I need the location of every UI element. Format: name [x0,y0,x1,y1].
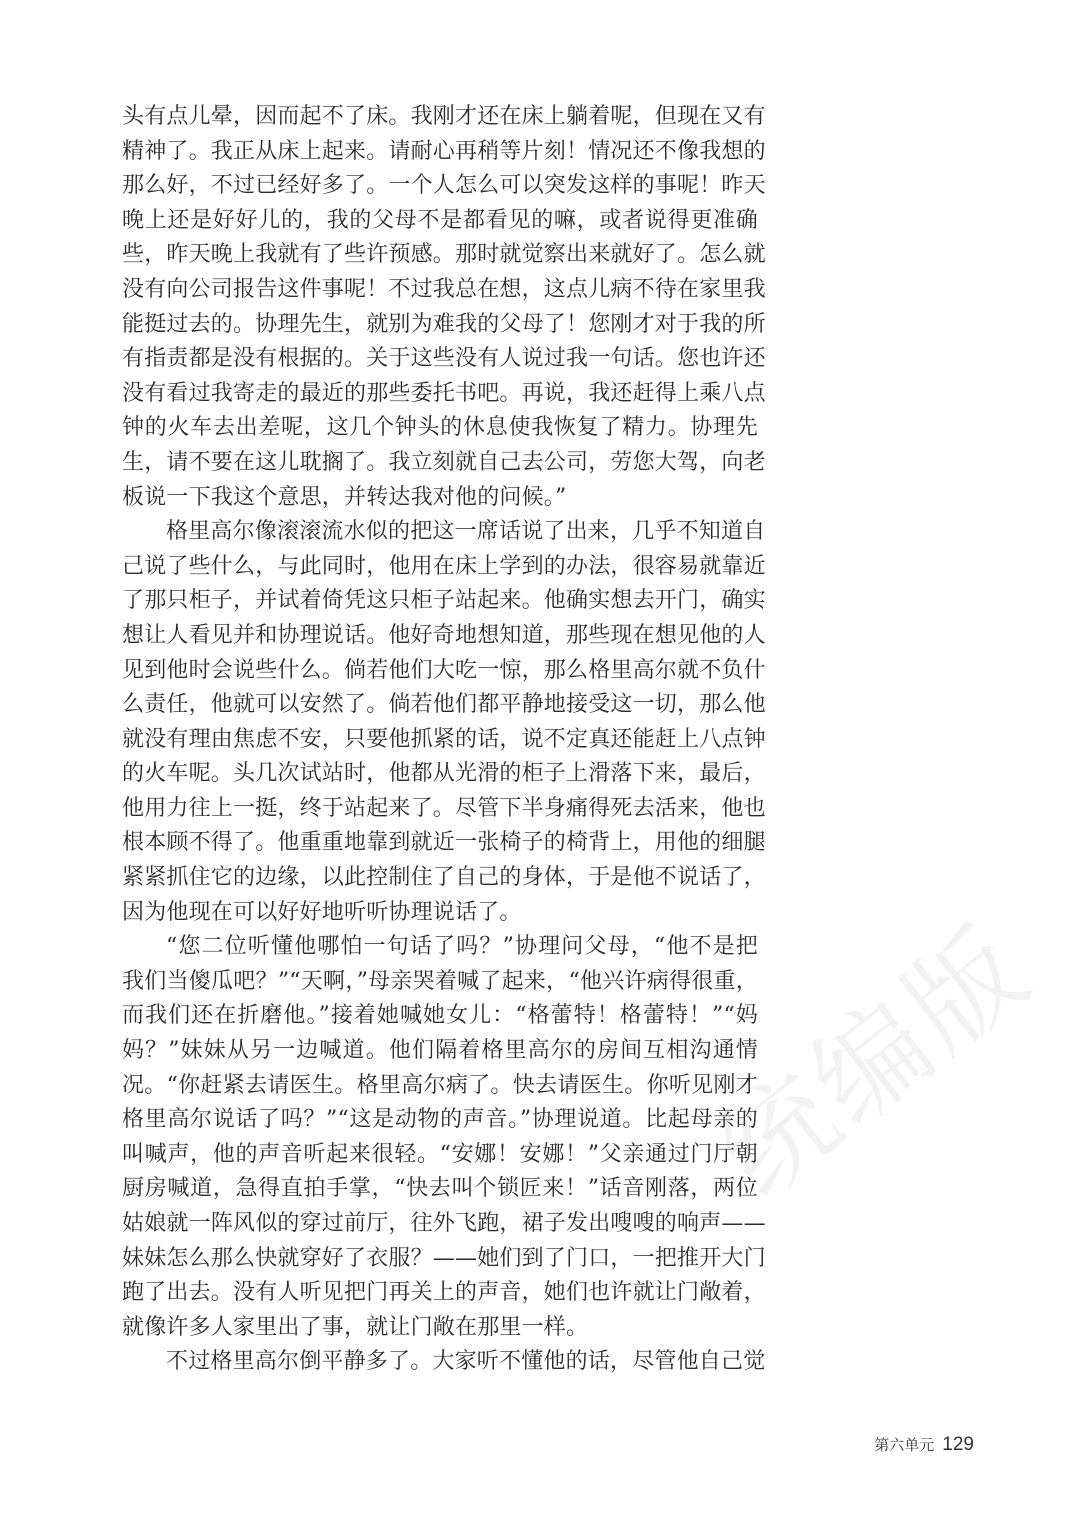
text-line: 头有点儿晕，因而起不了床。我刚才还在床上躺着呢，但现在又有 [122,104,766,129]
page-footer [874,1434,974,1456]
text-line: 精神了。我正从床上起来。请耐心再稍等片刻！情况还不像我想的 [122,138,766,164]
text-line: 况。“你赶紧去请医生。格里高尔病了。快去请医生。你听见刚才 [122,1072,758,1098]
unit-label: 第六单元 [874,1437,935,1454]
text-line: 就像许多人家里出了事，就让门敞在那里一样。 [122,1314,589,1340]
text-line: 没有看过我寄走的最近的那些委托书吧。再说，我还赶得上乘八点 [122,380,766,406]
text-line: 因为他现在可以好好地听听协理说话了。 [122,899,522,925]
text-line: 晚上还是好好儿的，我的父母不是都看见的嘛，或者说得更准确 [122,207,758,233]
text-line: 他用力往上一挺，终于站起来了。尽管下半身痛得死去活来，他也 [122,795,766,821]
text-line: 些，昨天晚上我就有了些许预感。那时就觉察出来就好了。怎么就 [122,242,766,268]
text-line: “您二位听懂他哪怕一句话了吗？”协理问父母，“他不是把 [166,934,758,960]
text-line: 见到他时会说些什么。倘若他们大吃一惊，那么格里高尔就不负什 [122,657,766,683]
text-line: 板说一下我这个意思，并转达我对他的问候。” [122,484,567,510]
text-line: 妈？”妹妹从另一边喊道。他们隔着格里高尔的房间互相沟通情 [122,1038,758,1064]
text-line: 格里高尔像滚滚流水似的把这一席话说了出来，几乎不知道自 [166,519,766,545]
text-line: 那么好，不过已经好多了。一个人怎么可以突发这样的事呢！昨天 [122,173,766,199]
text-line: 妹妹怎么那么快就穿好了衣服？——她们到了门口，一把推开大门 [122,1245,766,1271]
text-line: 而我们还在折磨他。”接着她喊她女儿：“格蕾特！格蕾特！”“妈 [122,1003,758,1029]
text-line: 就没有理由焦虑不安，只要他抓紧的话，说不定真还能赶上八点钟 [122,726,766,752]
text-line: 想让人看见并和协理说话。他好奇地想知道，那些现在想见他的人 [122,622,766,648]
text-line: 有指责都是没有根据的。关于这些没有人说过我一句话。您也许还 [122,346,766,372]
text-line: 紧紧抓住它的边缘，以此控制住了自己的身体，于是他不说话了， [122,865,766,891]
text-line: 钟的火车去出差呢，这几个钟头的休息使我恢复了精力。协理先 [122,415,758,441]
text-line: 我们当傻瓜吧？”“天啊，”母亲哭着喊了起来，“他兴许病得很重， [122,968,758,994]
text-line: 么责任，他就可以安然了。倘若他们都平静地接受这一切，那么他 [122,692,766,718]
text-line: 了那只柜子，并试着倚凭这只柜子站起来。他确实想去开门，确实 [122,588,766,614]
text-line: 跑了出去。没有人听见把门再关上的声音，她们也许就让门敞着， [122,1280,766,1306]
text-line: 根本顾不得了。他重重地靠到就近一张椅子的椅背上，用他的细腿 [122,830,766,856]
watermark: 统编版 [695,901,1055,1223]
text-line: 没有向公司报告这件事呢！不过我总在想，这点儿病不待在家里我 [122,276,766,302]
text-line: 己说了些什么，与此同时，他用在床上学到的办法，很容易就靠近 [122,553,766,579]
text-line: 能挺过去的。协理先生，就别为难我的父母了！您刚才对于我的所 [122,311,766,337]
text-line: 姑娘就一阵风似的穿过前厅，往外飞跑，裙子发出嗖嗖的响声—— [122,1211,766,1236]
text-line: 叫喊声，他的声音听起来很轻。“安娜！安娜！”父亲通过门厅朝 [122,1141,758,1167]
body-text [122,100,766,1380]
text-line: 厨房喊道，急得直拍手掌，“快去叫个锁匠来！”话音刚落，两位 [122,1176,758,1202]
text-line: 生，请不要在这儿耽搁了。我立刻就自己去公司，劳您大驾，向老 [122,449,766,475]
text-line: 的火车呢。头几次试站时，他都从光滑的柜子上滑落下来，最后， [122,761,766,787]
text-line: 不过格里高尔倒平静多了。大家听不懂他的话，尽管他自己觉 [166,1349,766,1375]
page-number: 129 [942,1434,974,1455]
text-line: 格里高尔说话了吗？”“这是动物的声音。”协理说道。比起母亲的 [122,1107,758,1133]
